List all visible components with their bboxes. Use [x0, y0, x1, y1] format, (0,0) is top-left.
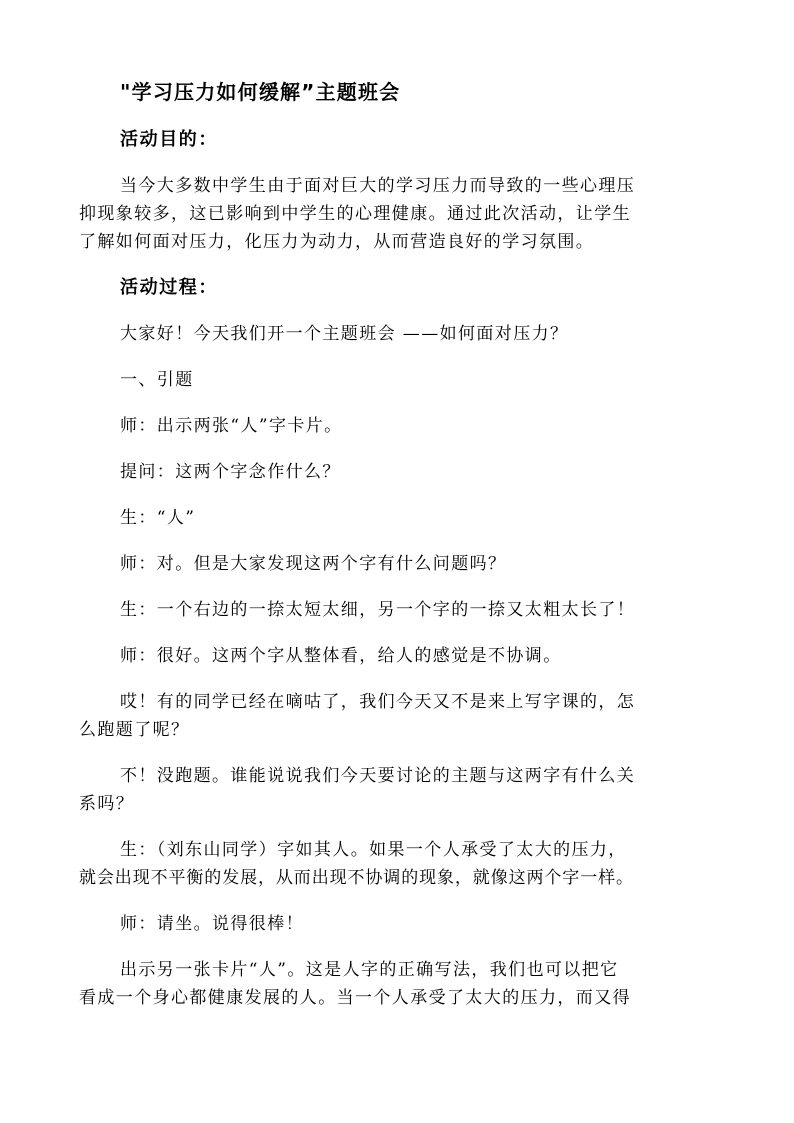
paragraph-student-liu-line-2: 就会出现不平衡的发展，从而出现不协调的现象，就像这两个字一样。: [79, 868, 634, 888]
heading-activity-process: 活动过程：: [120, 277, 218, 298]
goal-line-3: 了解如何面对压力，化压力为动力，从而营造良好的学习氛围。: [79, 232, 595, 252]
paragraph-off-topic-line-1: 哎！有的同学已经在嘀咕了，我们今天又不是来上写字课的，怎: [120, 692, 636, 712]
paragraph-teacher-cards: 师：出示两张“人”字卡片。: [120, 416, 343, 436]
goal-line-2: 抑现象较多，这已影响到中学生的心理健康。通过此次活动，让学生: [79, 204, 631, 224]
paragraph-student-answer: 生：“人”: [120, 508, 196, 528]
goal-line-1: 当今大多数中学生由于面对巨大的学习压力而导致的一些心理压: [120, 176, 636, 196]
paragraph-greeting: 大家好！今天我们开一个主题班会 ——如何面对压力？: [120, 324, 569, 344]
paragraph-relation-line-1: 不！没跑题。谁能说说我们今天要讨论的主题与这两字有什么关: [120, 766, 636, 786]
paragraph-teacher-praise: 师：请坐。说得很棒！: [120, 914, 304, 934]
section-intro-heading: 一、引题: [120, 370, 194, 390]
paragraph-student-liu-line-1: 生：（刘东山同学）字如其人。如果一个人承受了太大的压力，: [120, 840, 627, 860]
paragraph-correct-card-line-2: 看成一个身心都健康发展的人。当一个人承受了太大的压力，而又得: [79, 988, 631, 1008]
paragraph-question: 提问：这两个字念作什么？: [120, 462, 341, 482]
paragraph-teacher-good: 师：很好。这两个字从整体看，给人的感觉是不协调。: [120, 646, 562, 666]
paragraph-off-topic-line-2: 么跑题了呢？: [79, 720, 190, 740]
page-title: "学习压力如何缓解”主题班会: [120, 80, 401, 104]
paragraph-correct-card-line-1: 出示另一张卡片“人”。这是人字的正确写法，我们也可以把它: [120, 960, 619, 980]
paragraph-teacher-problem: 师：对。但是大家发现这两个字有什么问题吗？: [120, 554, 507, 574]
paragraph-student-observation: 生：一个右边的一捺太短太细，另一个字的一捺又太粗太长了！: [120, 600, 636, 620]
heading-activity-goal: 活动目的：: [120, 129, 218, 150]
paragraph-relation-line-2: 系吗？: [79, 794, 135, 814]
